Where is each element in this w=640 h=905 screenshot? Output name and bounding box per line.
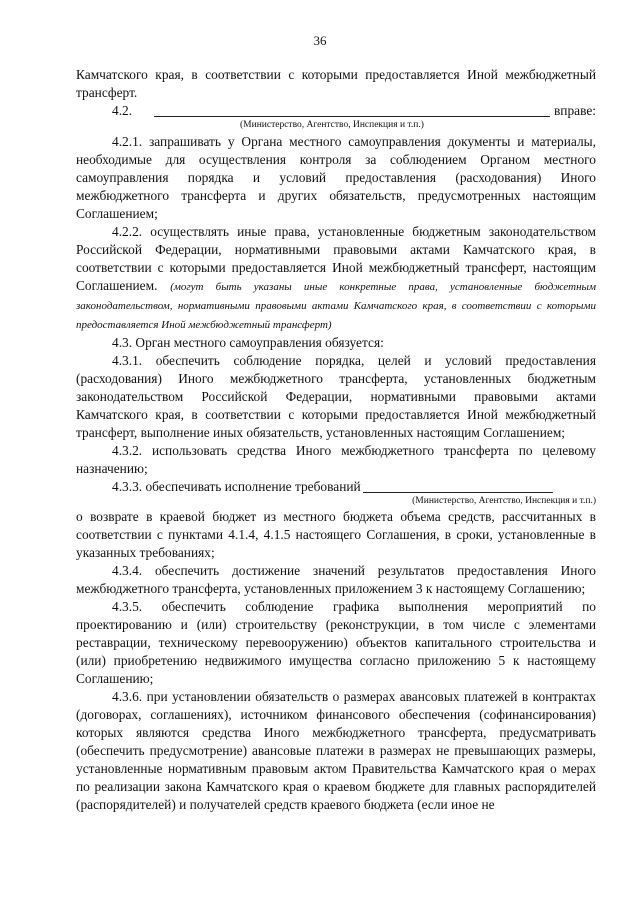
paragraph-4-3: 4.3. Орган местного самоуправления обязуется: bbox=[112, 335, 384, 350]
paragraph-4-2-1: 4.2.1. запрашивать у Органа местного самоуправления документы и материалы, необходимые для осуществления контроля за соблюдением Органом местного самоуправления порядка и условий предоставления (расходования) Иного межбюджетного трансферта и других обязательств, предусмотренных настоящим Соглашением; bbox=[76, 134, 596, 221]
clause-4-3-3-text: 4.3.3. обеспечивать исполнение требований bbox=[112, 479, 361, 494]
paragraph-4-3-1: 4.3.1. обеспечить соблюдение порядка, целей и условий предоставления (расходования) Иного межбюджетного трансферта, установленных бюджетным законодательством Российской Федерации, нормативными правовыми актами Камчатского края, в соответствии с которыми предоставляется Иной межбюджетный трансферт, выполнение иных обязательств, установленных настоящим Соглашением; bbox=[76, 353, 596, 440]
document-body bbox=[76, 66, 596, 814]
paragraph-4-3-4: 4.3.4. обеспечить достижение значений результатов предоставления Иного межбюджетного трансферта, установленных приложением 3 к настоящему Соглашению; bbox=[76, 563, 596, 596]
paragraph-continuation: Камчатского края, в соответствии с которыми предоставляется Иной межбюджетный трансферт. bbox=[76, 67, 596, 100]
paragraph-4-3-2: 4.3.2. использовать средства Иного межбюджетного трансферта по целевому назначению; bbox=[76, 443, 596, 476]
page-number: 36 bbox=[313, 33, 327, 48]
paragraph-4-3-3-cont: о возврате в краевой бюджет из местного бюджета объема средств, рассчитанных в соответствии с пунктами 4.1.4, 4.1.5 настоящего Соглашения, в сроки, установленные в указанных требованиях; bbox=[76, 509, 596, 560]
paragraph-4-2-2-note: (могут быть указаны иные конкретные права, установленные бюджетным законодательством, нормативными правовыми актами Камчатского края, в соответствии с которыми предоставляется Иной межбюджетный трансферт) bbox=[76, 281, 597, 331]
blank-caption: (Министерство, Агентство, Инспекция и т.п.) bbox=[412, 496, 596, 506]
blank-caption: (Министерство, Агентство, Инспекция и т.п.) bbox=[240, 120, 424, 130]
blank-line bbox=[154, 103, 550, 117]
clause-4-2-line bbox=[76, 102, 596, 120]
clause-4-3-3-line bbox=[76, 478, 596, 496]
paragraph-4-2-2-text: 4.2.2. осуществлять иные права, установленные бюджетным законодательством Российской Федерации, нормативными правовыми актами Камчатского края, в соответствии с которыми предоставляется Иной межбюджетный трансферт, настоящим Соглашением. bbox=[76, 224, 596, 293]
blank-line bbox=[363, 479, 553, 493]
paragraph-4-2-2 bbox=[76, 223, 596, 334]
clause-4-2-tail: вправе: bbox=[553, 103, 596, 118]
paragraph-4-3-6: 4.3.6. при установлении обязательств о размерах авансовых платежей в контрактах (договорах, соглашениях), источником финансового обеспечения (софинансирования) которых являются средства Иного межбюджетного трансферта, предусматривать (обеспечить предусмотрение) авансовые платежи в размерах не превышающих размеры, установленные нормативным правовым актом Правительства Камчатского края о мерах по реализации закона Камчатского края о краевом бюджете для главных распорядителей (распорядителей) и получателей средств краевого бюджета (если иное не bbox=[76, 689, 596, 812]
clause-4-2-number: 4.2. bbox=[112, 103, 133, 118]
paragraph-4-3-5: 4.3.5. обеспечить соблюдение графика выполнения мероприятий по проектированию и (или) строительству (реконструкции, в том числе с элементами реставрации, техническому перевооружению) объектов капитального строительства и (или) приобретению недвижимого имущества согласно приложению 5 к настоящему Соглашению; bbox=[76, 599, 596, 686]
